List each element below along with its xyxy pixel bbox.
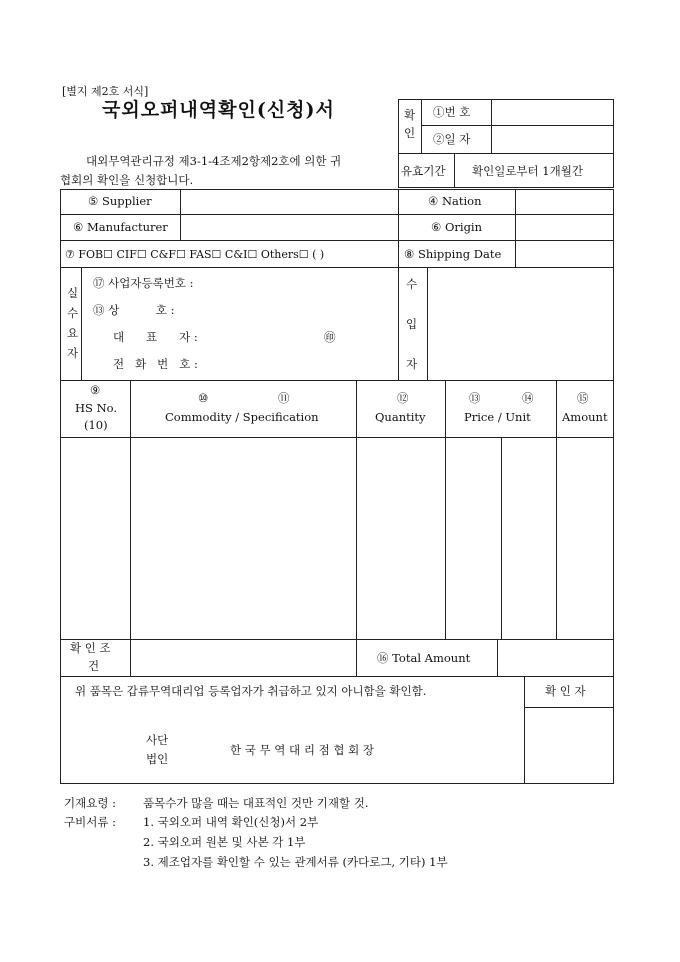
importer-side-4: 자 (67, 346, 79, 360)
nation-label: ④ Nation (428, 194, 482, 208)
price-mark-2: ⑭ (522, 391, 534, 405)
commodity-header: Commodity / Specification (165, 410, 319, 424)
org-prefix-line-2: 법인 (146, 752, 169, 766)
price-header: Price / Unit (464, 410, 531, 424)
commodity-mark-2: ⑪ (278, 391, 290, 405)
quantity-cell[interactable] (358, 439, 444, 638)
guide-text: 품목수가 많을 때는 대표적인 것만 기재할 것. (143, 796, 369, 810)
phone-label: 전 화 번 호 : (113, 357, 198, 371)
confirmation-statement: 위 품목은 갑류무역대리업 등록업자가 취급하고 있지 아니함을 확인함. (75, 684, 427, 698)
business-reg-label: ⑰ 사업자등록번호 : (93, 276, 194, 290)
number-label: ①번 호 (433, 105, 471, 119)
hs-no-header: HS No. (75, 401, 118, 415)
docs-label: 구비서류 : (64, 815, 116, 829)
docs-item-1: 1. 국외오퍼 내역 확인(신청)서 2부 (143, 815, 319, 829)
manufacturer-label: ⑥ Manufacturer (73, 220, 168, 234)
origin-field[interactable] (517, 216, 612, 239)
quantity-header: Quantity (375, 410, 426, 424)
shipping-date-label: ⑧ Shipping Date (404, 247, 502, 261)
hs-no-cell[interactable] (62, 439, 129, 638)
page-title: 국외오퍼내역확인(신청)서 (102, 99, 335, 121)
representative-label: 대 표 자 : (113, 330, 198, 344)
nation-field[interactable] (517, 191, 612, 213)
origin-label: ⑥ Origin (431, 220, 483, 234)
hs-number-mark: ⑨ (90, 383, 101, 397)
guide-label: 기재요령 : (64, 796, 116, 810)
commodity-mark-1: ⑩ (198, 391, 209, 405)
manufacturer-field[interactable] (182, 216, 397, 239)
org-prefix-line-1: 사단 (146, 733, 169, 747)
price-mark-1: ⑬ (469, 391, 481, 405)
total-amount-label: ⑯ Total Amount (377, 651, 471, 665)
form-number: [별지 제2호 서식] (62, 85, 149, 98)
importer-side-1: 실 (67, 286, 79, 300)
confirm-side-char-1: 확 (404, 108, 416, 122)
confirm-side-char-2: 인 (404, 126, 416, 140)
importer-side-3: 요 (67, 326, 79, 340)
hs-no-subheader: (10) (84, 418, 108, 432)
confirmer-field[interactable] (526, 709, 612, 782)
date-field[interactable] (493, 127, 612, 151)
importer-field[interactable] (429, 269, 612, 379)
confirmer-label: 확 인 자 (545, 684, 586, 698)
conditions-label-line-1: 확 인 조 (70, 641, 111, 655)
conditions-label-line-2: 건 (88, 659, 100, 673)
validity-value: 확인일로부터 1개월간 (472, 164, 583, 178)
org-name: 한 국 무 역 대 리 점 협 회 장 (230, 743, 374, 757)
number-field[interactable] (493, 101, 612, 123)
import-side-2: 입 (406, 317, 418, 331)
supplier-field[interactable] (182, 191, 397, 213)
conditions-field[interactable] (132, 641, 355, 675)
docs-item-2: 2. 국외오퍼 원본 및 사본 각 1부 (143, 835, 306, 849)
intro-line-2: 협회의 확인을 신청합니다. (60, 173, 194, 187)
price-cell[interactable] (447, 439, 500, 638)
commodity-cell[interactable] (132, 439, 355, 638)
company-name-label: ⑬ 상 호 : (93, 303, 175, 317)
importer-side-2: 수 (67, 306, 79, 320)
date-label: ②일 자 (433, 132, 471, 146)
shipping-date-field[interactable] (517, 242, 612, 266)
amount-cell[interactable] (558, 439, 612, 638)
import-side-1: 수 (406, 277, 418, 291)
docs-item-3: 3. 제조업자를 확인할 수 있는 관계서류 (카다로그, 기타) 1부 (143, 855, 448, 869)
import-side-3: 자 (406, 357, 418, 371)
intro-line-1: 대외무역관리규정 제3-1-4조제2항제2호에 의한 귀 (86, 154, 342, 168)
quantity-mark: ⑫ (397, 391, 409, 405)
validity-label: 유효기간 (401, 164, 446, 178)
total-amount-field[interactable] (499, 641, 612, 675)
amount-header: Amount (562, 410, 608, 424)
supplier-label: ⑤ Supplier (88, 194, 152, 208)
unit-cell[interactable] (503, 439, 555, 638)
seal-mark: ㊞ (324, 330, 336, 344)
amount-mark: ⑮ (577, 391, 589, 405)
trade-terms-label: ⑦ FOB☐ CIF☐ C&F☐ FAS☐ C&I☐ Others☐ ( ) (65, 248, 325, 261)
